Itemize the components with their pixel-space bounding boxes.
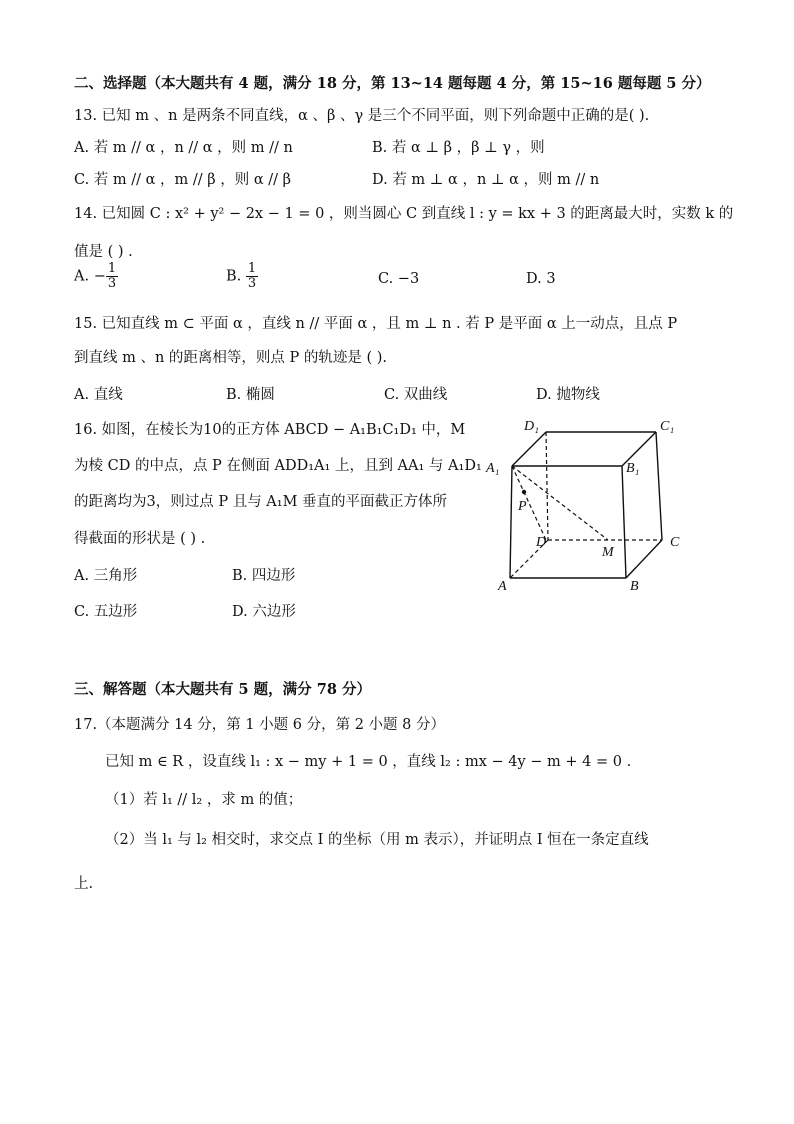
- label-m: M: [602, 545, 614, 560]
- label-d: D: [536, 535, 547, 550]
- q14-option-b-label: B.: [226, 268, 242, 285]
- edge-c1c: [656, 432, 662, 540]
- edge-cb: [626, 540, 662, 578]
- q14-option-a-numerator: 1: [107, 261, 117, 276]
- q15-stem-cont: 到直线 m 、n 的距离相等，则点 P 的轨迹是 ( ).: [74, 350, 388, 366]
- label-a: A: [498, 579, 507, 594]
- point-p: [522, 490, 526, 494]
- q14-option-a: [74, 262, 118, 291]
- label-p: P: [518, 499, 527, 514]
- q16-option-a: A. 三角形: [74, 568, 138, 584]
- label-c1: C₁: [660, 419, 675, 434]
- q13-option-b: B. 若 α ⊥ β ，β ⊥ γ ，则: [372, 140, 545, 156]
- q14-option-b-fraction: [246, 262, 258, 291]
- q16-line-4: 得截面的形状是 ( ) .: [74, 531, 206, 547]
- edge-b1b: [622, 466, 626, 578]
- q17-part2-cont: 上.: [74, 876, 94, 892]
- q14-option-b-denominator: 3: [247, 276, 257, 291]
- q14-option-b: [226, 262, 258, 291]
- edge-a1a: [510, 466, 512, 578]
- q15-option-b: B. 椭圆: [226, 387, 275, 403]
- q14-option-d: D. 3: [526, 271, 556, 287]
- label-d1: D₁: [524, 419, 539, 434]
- q16-option-c: C. 五边形: [74, 604, 138, 620]
- edge-d1d-hidden: [546, 432, 548, 540]
- q14-option-b-numerator: 1: [247, 261, 257, 276]
- q14-option-a-label: A. −: [74, 268, 106, 285]
- q15-option-a: A. 直线: [74, 387, 123, 403]
- q17-given: 已知 m ∈ R ，设直线 l₁ : x − my + 1 = 0 ，直线 l₂ : mx − 4y − m + 4 = 0 .: [105, 754, 632, 770]
- q13-option-d: D. 若 m ⊥ α ，n ⊥ α ，则 m // n: [372, 172, 600, 188]
- q16-line-2: 为棱 CD 的中点，点 P 在侧面 ADD₁A₁ 上，且到 AA₁ 与 A₁D₁: [74, 458, 482, 474]
- q15-option-d: D. 抛物线: [536, 387, 600, 403]
- q14-option-a-fraction: [106, 262, 118, 291]
- q17-part2: （2）当 l₁ 与 l₂ 相交时，求交点 I 的坐标（用 m 表示），并证明点 I 恒在一条定直线: [105, 832, 649, 848]
- label-a1: A₁: [486, 461, 500, 476]
- q14-stem: 14. 已知圆 C : x² + y² − 2x − 1 = 0 ，则当圆心 C 到直线 l : y = kx + 3 的距离最大时，实数 k 的: [74, 206, 734, 222]
- q14-option-a-denominator: 3: [107, 276, 117, 291]
- q14-stem-cont: 值是 ( ) .: [74, 244, 133, 260]
- q13-option-a: A. 若 m // α ，n // α ，则 m // n: [74, 140, 293, 156]
- q13-stem: 13. 已知 m 、n 是两条不同直线，α 、β 、γ 是三个不同平面，则下列命题中正确的是( ).: [74, 108, 650, 124]
- label-b1: B₁: [626, 461, 640, 476]
- q14-option-c: C. −3: [378, 271, 420, 287]
- q17-stem: 17.（本题满分 14 分，第 1 小题 6 分，第 2 小题 8 分）: [74, 717, 446, 733]
- section3-heading: 三、解答题（本大题共有 5 题，满分 78 分）: [74, 681, 371, 698]
- q16-line-3: 的距离均为3，则过点 P 且与 A₁M 垂直的平面截正方体所: [74, 494, 448, 510]
- section2-heading: 二、选择题（本大题共有 4 题，满分 18 分，第 13~14 题每题 4 分，第 15~16 题每题 5 分）: [74, 75, 711, 92]
- q16-line-1: 16. 如图，在棱长为10的正方体 ABCD − A₁B₁C₁D₁ 中，M: [74, 422, 466, 438]
- label-b: B: [630, 579, 639, 594]
- label-c: C: [670, 535, 680, 550]
- q15-option-c: C. 双曲线: [384, 387, 448, 403]
- cube-figure: [484, 414, 694, 594]
- edge-a1d1: [512, 432, 546, 466]
- q15-stem: 15. 已知直线 m ⊂ 平面 α ，直线 n // 平面 α ，且 m ⊥ n . 若 P 是平面 α 上一动点，且点 P: [74, 316, 678, 332]
- q13-option-c: C. 若 m // α ，m // β ，则 α // β: [74, 172, 292, 188]
- q16-option-b: B. 四边形: [232, 568, 296, 584]
- q17-part1: （1）若 l₁ // l₂ ，求 m 的值；: [105, 792, 303, 808]
- q16-option-d: D. 六边形: [232, 604, 296, 620]
